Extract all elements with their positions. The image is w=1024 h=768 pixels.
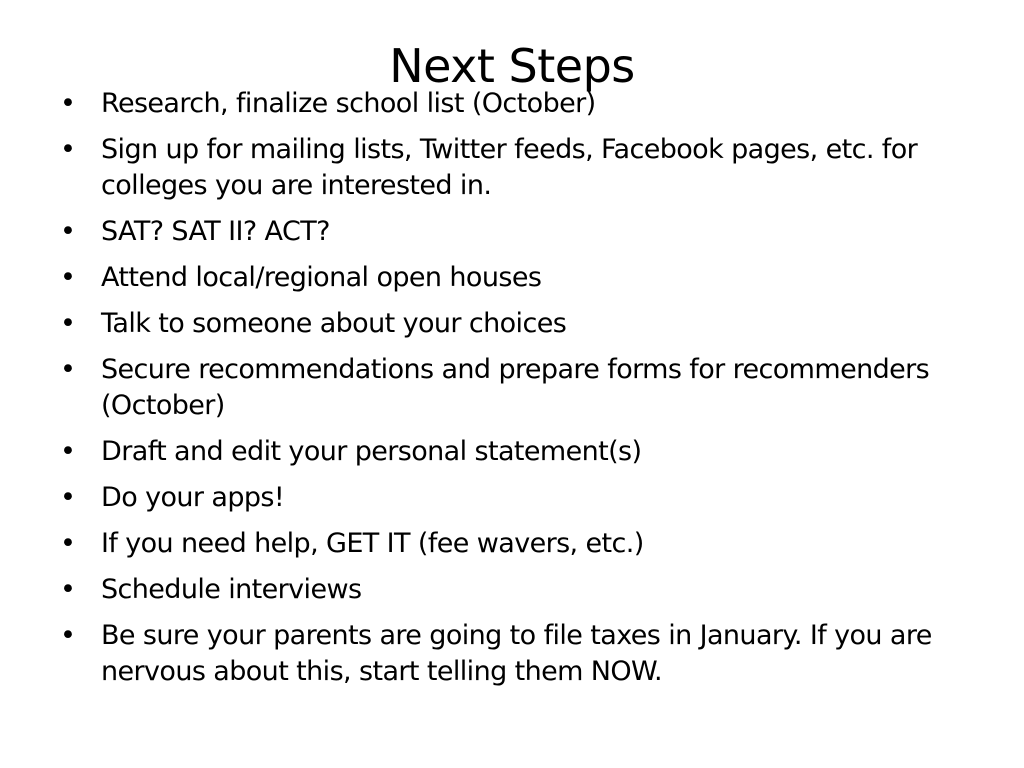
bullet-item [56, 306, 976, 342]
bullet-text: Talk to someone about your choices [101, 308, 567, 339]
bullet-item [56, 352, 976, 424]
bullet-icon: • [60, 574, 76, 605]
bullet-icon: • [60, 354, 76, 385]
bullet-icon: • [60, 436, 76, 467]
slide-title: Next Steps [389, 39, 635, 93]
bullet-item [56, 132, 976, 204]
bullet-icon: • [60, 262, 76, 293]
bullet-icon: • [60, 88, 76, 119]
bullet-text: Sign up for mailing lists, Twitter feeds, Facebook pages, etc. for colleges you are interested in. [101, 134, 918, 201]
bullet-text: Schedule interviews [101, 574, 362, 605]
bullet-text: If you need help, GET IT (fee wavers, etc.) [101, 528, 644, 559]
bullet-text: SAT? SAT II? ACT? [101, 216, 330, 247]
bullet-item [56, 214, 976, 250]
bullet-icon: • [60, 528, 76, 559]
bullet-text: Be sure your parents are going to file taxes in January. If you are nervous about this, start telling them NOW. [101, 620, 932, 687]
bullet-item [56, 618, 976, 690]
bullet-icon: • [60, 134, 76, 165]
bullet-text: Research, finalize school list (October) [101, 88, 596, 119]
bullet-icon: • [60, 308, 76, 339]
bullet-item [56, 480, 976, 516]
bullet-icon: • [60, 620, 76, 651]
bullet-icon: • [60, 482, 76, 513]
bullet-item [56, 260, 976, 296]
bullet-item [56, 572, 976, 608]
bullet-text: Do your apps! [101, 482, 285, 513]
bullet-text: Draft and edit your personal statement(s) [101, 436, 642, 467]
bullet-icon: • [60, 216, 76, 247]
bullet-item [56, 526, 976, 562]
bullet-item [56, 86, 976, 122]
bullet-item [56, 434, 976, 470]
bullet-text: Attend local/regional open houses [101, 262, 542, 293]
bullet-text: Secure recommendations and prepare forms for recommenders (October) [101, 354, 930, 421]
bullet-list [56, 86, 976, 700]
